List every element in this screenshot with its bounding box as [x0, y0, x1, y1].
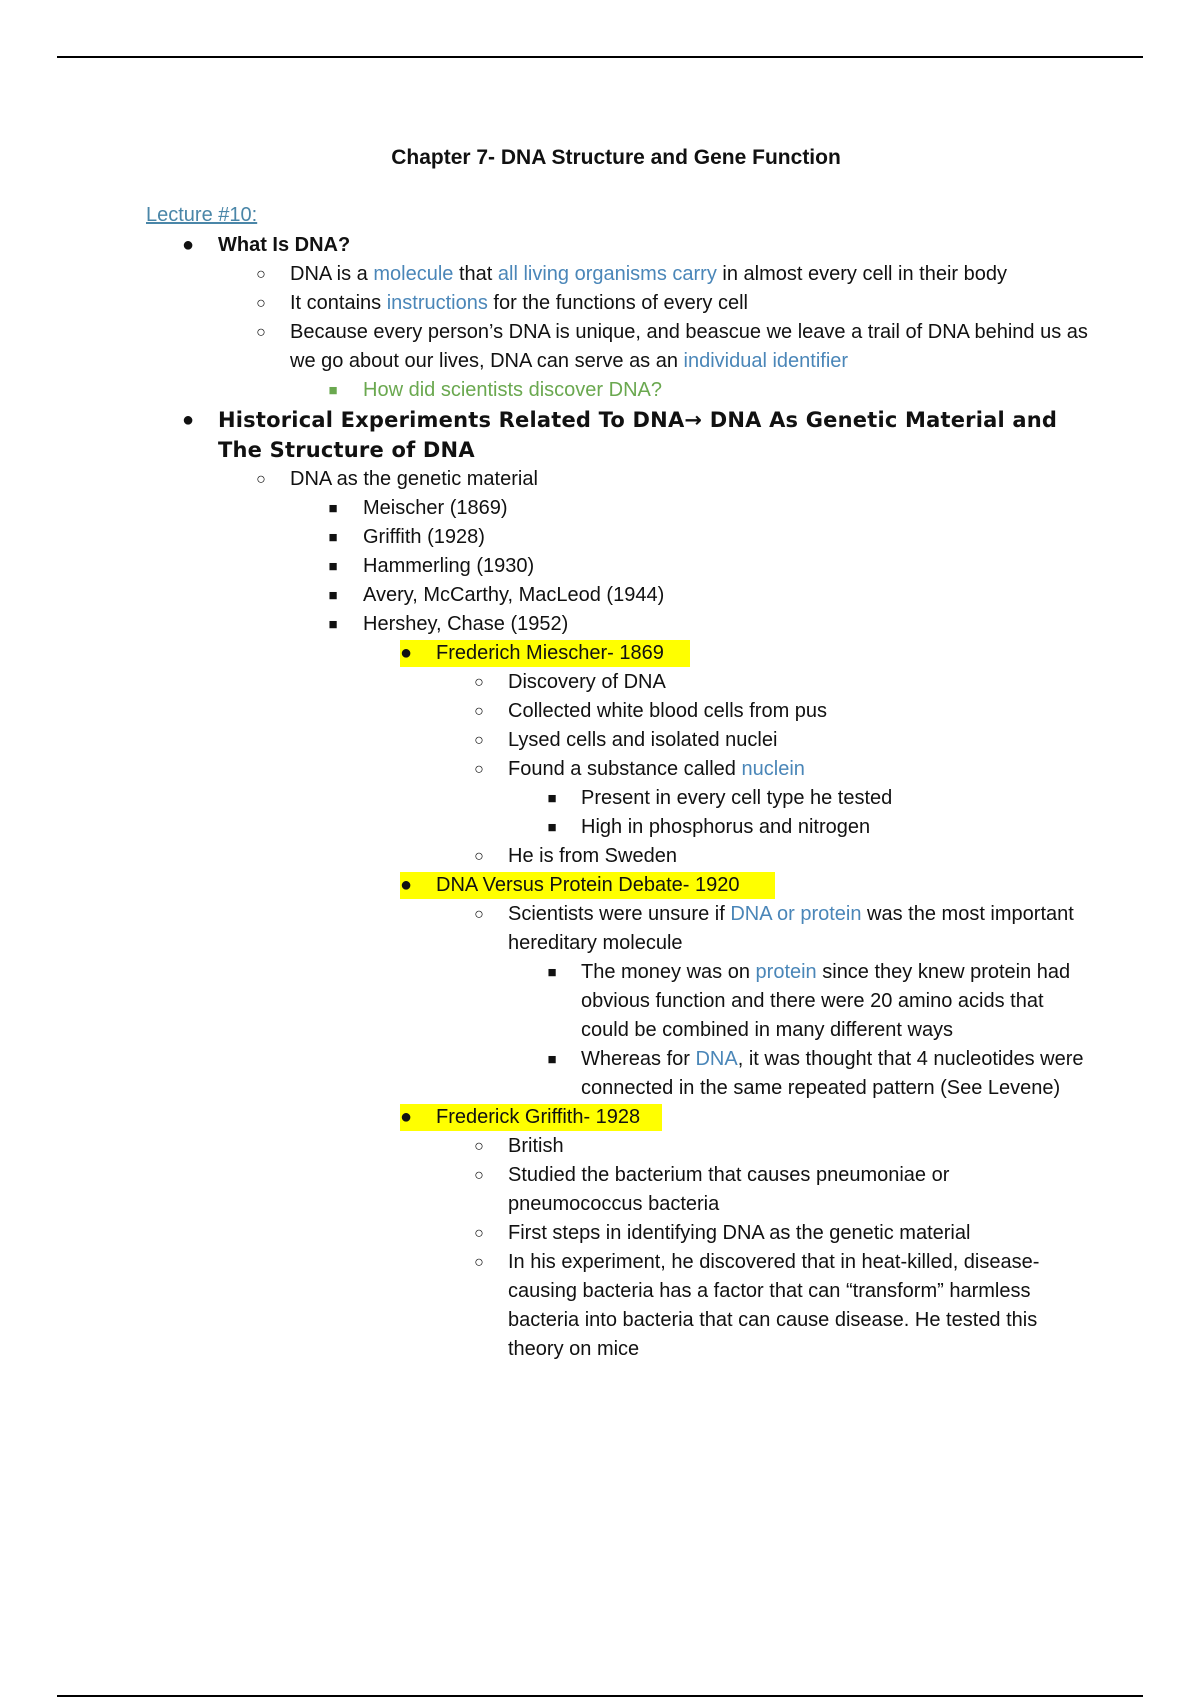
list-item	[0, 1132, 1200, 1161]
highlight-term: nuclein	[741, 758, 805, 780]
list-item	[0, 1219, 1200, 1248]
list-text: He is from Sweden	[508, 845, 677, 867]
list-text: DNA is a molecule that all living organisms carry in almost every cell in their body	[290, 263, 1007, 285]
list-item	[0, 318, 1200, 376]
bullet-circle-icon: ○	[256, 295, 266, 312]
list-item	[0, 376, 1200, 405]
list-item	[0, 900, 1200, 958]
list-text: Because every person’s DNA is unique, and beascue we leave a trail of DNA behind us as we go about our lives, DNA can serve as an individual identifier	[290, 321, 1088, 372]
bullet-circle-icon: ○	[256, 324, 266, 341]
list-text: In his experiment, he discovered that in heat-killed, disease-causing bacteria has a factor that can “transform” harmless bacteria into bacteria that can cause disease. He tested this theory on mice	[508, 1251, 1040, 1360]
list-item	[0, 610, 1200, 639]
list-item	[0, 726, 1200, 755]
list-text: Hershey, Chase (1952)	[363, 613, 569, 635]
list-item	[0, 871, 1200, 900]
list-text: It contains instructions for the functions of every cell	[290, 292, 749, 314]
subsection-heading: Frederich Miescher- 1869	[436, 642, 664, 664]
list-item	[0, 289, 1200, 318]
bullet-circle-icon: ○	[474, 732, 484, 749]
highlight-term: DNA or protein	[730, 903, 862, 925]
list-text: British	[508, 1135, 564, 1157]
bullet-square-icon: ■	[328, 587, 338, 604]
list-item	[0, 958, 1200, 1045]
list-item	[0, 1161, 1200, 1219]
highlight-term: molecule	[373, 263, 454, 285]
bullet-square-icon: ■	[328, 616, 338, 633]
bullet-disc-icon: ●	[399, 874, 413, 896]
list-item	[0, 1103, 1200, 1132]
list-item	[0, 842, 1200, 871]
list-item	[0, 1248, 1200, 1364]
bullet-circle-icon: ○	[474, 1254, 484, 1271]
list-text: Scientists were unsure if DNA or protein was the most important hereditary molecule	[508, 903, 1074, 954]
lecture-link[interactable]: Lecture #10:	[146, 204, 258, 226]
bullet-circle-icon: ○	[474, 1167, 484, 1184]
bullet-square-icon: ■	[328, 558, 338, 575]
notes-body	[0, 231, 1200, 1364]
list-item	[0, 231, 1200, 260]
list-text: Present in every cell type he tested	[581, 787, 893, 809]
bullet-circle-icon: ○	[256, 471, 266, 488]
list-text: Meischer (1869)	[363, 497, 508, 519]
list-item	[0, 405, 1200, 465]
section-heading: Historical Experiments Related To DNA→ DNA As Genetic Material and The Structure of DNA	[218, 408, 1058, 462]
bullet-square-icon: ■	[547, 790, 557, 807]
bottom-rule	[57, 1695, 1143, 1697]
bullet-circle-icon: ○	[256, 266, 266, 283]
list-text: First steps in identifying DNA as the genetic material	[508, 1222, 971, 1244]
highlight-term: all living organisms carry	[497, 263, 717, 285]
section-heading: What Is DNA?	[218, 234, 351, 256]
list-item	[0, 784, 1200, 813]
list-item	[0, 523, 1200, 552]
list-item	[0, 755, 1200, 784]
list-item	[0, 668, 1200, 697]
bullet-square-icon: ■	[328, 500, 338, 517]
list-item	[0, 639, 1200, 668]
list-text: The money was on protein since they knew protein had obvious function and there were 20 amino acids that could be combined in many different ways	[581, 961, 1071, 1041]
page-title: Chapter 7- DNA Structure and Gene Function	[391, 146, 841, 169]
top-rule	[57, 56, 1143, 58]
list-item	[0, 494, 1200, 523]
bullet-circle-icon: ○	[474, 1225, 484, 1242]
bullet-square-icon: ■	[547, 819, 557, 836]
bullet-square-icon: ■	[547, 1051, 557, 1068]
bullet-square-icon: ■	[547, 964, 557, 981]
list-text: High in phosphorus and nitrogen	[581, 816, 871, 838]
list-item	[0, 552, 1200, 581]
subsection-heading: DNA Versus Protein Debate- 1920	[436, 874, 740, 896]
list-text: Avery, McCarthy, MacLeod (1944)	[363, 584, 665, 606]
list-text: Lysed cells and isolated nuclei	[508, 729, 778, 751]
bullet-disc-icon: ●	[399, 1106, 413, 1128]
bullet-circle-icon: ○	[474, 703, 484, 720]
list-text: Whereas for DNA, it was thought that 4 nucleotides were connected in the same repeated pattern (See Levene)	[581, 1048, 1084, 1099]
bullet-square-icon: ■	[328, 529, 338, 546]
list-text: Studied the bacterium that causes pneumoniae or pneumococcus bacteria	[508, 1164, 950, 1215]
bullet-disc-icon: ●	[181, 409, 195, 431]
highlight-term: instructions	[386, 292, 488, 314]
bullet-disc-icon: ●	[181, 234, 195, 256]
list-item	[0, 260, 1200, 289]
list-text: Discovery of DNA	[508, 671, 666, 693]
list-item	[0, 1045, 1200, 1103]
list-item	[0, 813, 1200, 842]
bullet-circle-icon: ○	[474, 1138, 484, 1155]
list-item	[0, 581, 1200, 610]
list-item	[0, 465, 1200, 494]
list-text: Griffith (1928)	[363, 526, 485, 548]
highlight-term: DNA	[695, 1048, 738, 1070]
list-text: Found a substance called nuclein	[508, 758, 805, 780]
highlight-term: protein	[755, 961, 817, 983]
subsection-heading: Frederick Griffith- 1928	[436, 1106, 641, 1128]
bullet-disc-icon: ●	[399, 642, 413, 664]
list-text: Collected white blood cells from pus	[508, 700, 828, 722]
list-text: DNA as the genetic material	[290, 468, 538, 490]
question-text: How did scientists discover DNA?	[363, 379, 662, 401]
bullet-circle-icon: ○	[474, 761, 484, 778]
highlight-term: individual identifier	[683, 350, 849, 372]
bullet-circle-icon: ○	[474, 906, 484, 923]
bullet-square-icon: ■	[328, 382, 338, 399]
list-item	[0, 697, 1200, 726]
list-text: Hammerling (1930)	[363, 555, 535, 577]
bullet-circle-icon: ○	[474, 848, 484, 865]
bullet-circle-icon: ○	[474, 674, 484, 691]
